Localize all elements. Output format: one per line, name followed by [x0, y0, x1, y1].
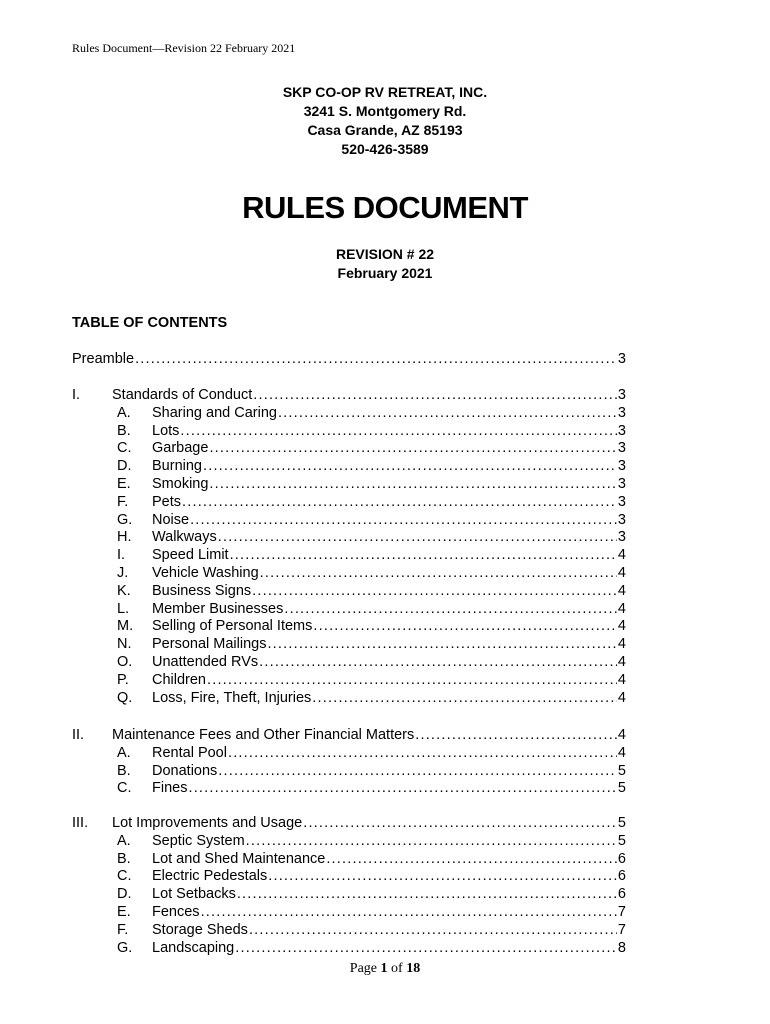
toc-dot-leader	[259, 654, 617, 670]
toc-item-letter: B.	[117, 850, 131, 867]
toc-entry-label: Lot and Shed Maintenance	[152, 850, 326, 867]
toc-entry-label: Lot Improvements and Usage	[112, 815, 303, 831]
toc-page-number: 4	[617, 600, 626, 617]
toc-page-number: 6	[617, 868, 626, 885]
revision-number: REVISION # 22	[335, 246, 435, 262]
toc-page-number: 4	[617, 636, 626, 653]
toc-dot-leader	[188, 780, 616, 796]
toc-item-letter: I.	[117, 547, 126, 564]
toc-dot-leader	[312, 690, 617, 706]
toc-page-number: 4	[617, 582, 626, 599]
toc-dot-leader	[230, 547, 617, 563]
toc-item-letter: C.	[117, 440, 132, 457]
toc-dot-leader	[203, 458, 617, 474]
toc-item-letter: E.	[117, 476, 131, 492]
org-name: SKP CO-OP RV RETREAT, INC.	[282, 84, 488, 100]
toc-page-number: 4	[617, 565, 626, 581]
toc-item-letter: K.	[117, 582, 131, 599]
toc-entry-label: Preamble	[72, 351, 135, 367]
toc-entry-label: Standards of Conduct	[112, 387, 253, 403]
document-title: RULES DOCUMENT	[242, 190, 528, 225]
toc-item[interactable]	[72, 763, 626, 781]
toc-page-number: 5	[617, 780, 626, 797]
toc-page-number: 3	[617, 387, 626, 403]
toc-dot-leader	[278, 405, 617, 421]
toc-page-number: 3	[617, 458, 626, 475]
toc-item-letter: B.	[117, 422, 131, 439]
toc-entry-label: Lots	[152, 422, 180, 439]
toc-page-number: 3	[617, 440, 626, 457]
toc-section-number: II.	[72, 727, 85, 743]
toc-item[interactable]	[72, 690, 626, 708]
toc-item-letter: D.	[117, 886, 132, 903]
org-city: Casa Grande, AZ 85193	[307, 122, 463, 138]
toc-item[interactable]	[72, 458, 626, 476]
org-address: 3241 S. Montgomery Rd.	[303, 103, 467, 119]
toc-dot-leader	[207, 672, 617, 688]
page-footer	[0, 961, 770, 977]
toc-item-letter: A.	[117, 744, 131, 761]
toc-entry-label: Donations	[152, 762, 218, 779]
toc-dot-leader	[268, 868, 617, 884]
toc-dot-leader	[201, 904, 617, 920]
toc-section[interactable]	[72, 815, 626, 833]
toc-item-letter: A.	[117, 832, 131, 849]
toc-dot-leader	[209, 476, 617, 492]
toc-dot-leader	[303, 815, 617, 831]
toc-item[interactable]	[72, 618, 626, 636]
toc-item-letter: H.	[117, 529, 132, 546]
toc-entry-label: Fines	[152, 780, 188, 797]
toc-section-number: III.	[72, 815, 89, 831]
footer-page-label: Page	[349, 961, 381, 976]
toc-entry-label: Personal Mailings	[152, 636, 267, 653]
toc-page-number: 3	[617, 493, 626, 510]
toc-page-number: 4	[617, 654, 626, 670]
toc-dot-leader	[228, 745, 617, 761]
footer-total-pages: 18	[406, 961, 421, 976]
toc-item[interactable]	[72, 672, 626, 690]
toc-dot-leader	[182, 494, 617, 510]
toc-page-number: 6	[617, 886, 626, 903]
table-of-contents	[72, 0, 626, 1024]
toc-item[interactable]	[72, 529, 626, 547]
toc-dot-leader	[313, 618, 617, 634]
toc-dot-leader	[252, 583, 617, 599]
toc-item[interactable]	[72, 886, 626, 904]
toc-entry-label: Speed Limit	[152, 547, 229, 564]
toc-page-number: 3	[617, 422, 626, 439]
toc-item[interactable]	[72, 583, 626, 601]
toc-item[interactable]	[72, 654, 626, 672]
toc-item-letter: G.	[117, 939, 133, 956]
toc-entry-label: Loss, Fire, Theft, Injuries	[152, 689, 312, 706]
toc-page-number: 5	[617, 815, 626, 831]
toc-page-number: 7	[617, 904, 626, 920]
toc-entry-label: Burning	[152, 458, 202, 475]
toc-item-letter: M.	[117, 618, 134, 635]
toc-item-letter: O.	[117, 654, 133, 670]
toc-dot-leader	[237, 886, 617, 902]
toc-item-letter: G.	[117, 511, 133, 528]
toc-item-letter: C.	[117, 868, 132, 885]
toc-page-number: 6	[617, 850, 626, 867]
toc-dot-leader	[267, 636, 616, 652]
toc-entry-label: Septic System	[152, 832, 245, 849]
toc-item-letter: P.	[117, 671, 129, 688]
toc-item[interactable]	[72, 423, 626, 441]
toc-entry-label: Sharing and Caring	[152, 404, 277, 421]
toc-item-letter: A.	[117, 404, 131, 421]
toc-item[interactable]	[72, 851, 626, 869]
toc-page-number: 4	[617, 671, 626, 688]
toc-dot-leader	[190, 512, 617, 528]
toc-page-number: 3	[617, 351, 626, 367]
toc-item[interactable]	[72, 405, 626, 423]
toc-entry-label: Garbage	[152, 440, 209, 457]
toc-item[interactable]	[72, 512, 626, 530]
toc-item[interactable]	[72, 494, 626, 512]
toc-dot-leader	[246, 833, 617, 849]
toc-page-number: 4	[617, 744, 626, 761]
toc-dot-leader	[253, 387, 617, 403]
toc-page-number: 4	[617, 618, 626, 635]
toc-item[interactable]	[72, 868, 626, 886]
toc-entry-label: Electric Pedestals	[152, 868, 268, 885]
toc-dot-leader	[260, 565, 617, 581]
toc-entry-label: Selling of Personal Items	[152, 618, 313, 635]
toc-item-letter: Q.	[117, 689, 133, 706]
toc-dot-leader	[326, 851, 617, 867]
toc-item-letter: C.	[117, 780, 132, 797]
toc-section[interactable]	[72, 387, 626, 405]
toc-dot-leader	[209, 440, 616, 456]
toc-page-number: 3	[617, 511, 626, 528]
toc-item-letter: F.	[117, 921, 129, 938]
toc-item[interactable]	[72, 780, 626, 798]
toc-entry-label: Vehicle Washing	[152, 565, 259, 581]
toc-dot-leader	[284, 601, 617, 617]
toc-page-number: 4	[617, 727, 626, 743]
toc-entry-label: Fences	[152, 904, 200, 920]
toc-page-number: 5	[617, 832, 626, 849]
toc-dot-leader	[415, 727, 617, 743]
toc-entry-label: Storage Sheds	[152, 921, 248, 938]
toc-page-number: 4	[617, 689, 626, 706]
toc-entry-label: Rental Pool	[152, 744, 227, 761]
toc-section-number: I.	[72, 387, 81, 403]
toc-entry-label: Pets	[152, 493, 182, 510]
toc-page-number: 7	[617, 921, 626, 938]
toc-item[interactable]	[72, 833, 626, 851]
toc-entry-label: Unattended RVs	[152, 654, 259, 670]
toc-page-number: 5	[617, 762, 626, 779]
toc-entry-label: Smoking	[152, 476, 209, 492]
toc-page-number: 8	[617, 939, 626, 956]
toc-item[interactable]	[72, 547, 626, 565]
toc-entry-label: Walkways	[152, 529, 217, 546]
toc-item[interactable]	[72, 476, 626, 494]
toc-entry-label: Landscaping	[152, 939, 235, 956]
toc-item-letter: F.	[117, 493, 129, 510]
toc-dot-leader	[180, 423, 617, 439]
toc-item[interactable]	[72, 904, 626, 922]
revision-date: February 2021	[337, 265, 433, 281]
toc-entry-label: Lot Setbacks	[152, 886, 236, 903]
toc-item-letter: B.	[117, 762, 131, 779]
toc-item[interactable]	[72, 601, 626, 619]
toc-title: TABLE OF CONTENTS	[72, 315, 228, 331]
toc-dot-leader	[218, 763, 617, 779]
toc-item[interactable]	[72, 440, 626, 458]
toc-dot-leader	[135, 351, 617, 367]
toc-dot-leader	[235, 940, 617, 956]
toc-page-number: 4	[617, 547, 626, 564]
footer-of-label: of	[387, 961, 407, 976]
toc-item[interactable]	[72, 745, 626, 763]
toc-entry-label: Children	[152, 671, 206, 688]
toc-dot-leader	[249, 922, 617, 938]
toc-entry-label: Maintenance Fees and Other Financial Matters	[112, 727, 415, 743]
org-phone: 520-426-3589	[341, 141, 429, 157]
running-header: Rules Document—Revision 22 February 2021	[72, 41, 296, 55]
footer-current-page: 1	[380, 961, 388, 976]
toc-page-number: 3	[617, 476, 626, 492]
toc-item[interactable]	[72, 636, 626, 654]
toc-dot-leader	[218, 529, 617, 545]
toc-entry-preamble[interactable]	[72, 351, 626, 369]
toc-item-letter: N.	[117, 636, 132, 653]
toc-entry-label: Member Businesses	[152, 600, 284, 617]
toc-entry-label: Noise	[152, 511, 190, 528]
toc-item[interactable]	[72, 922, 626, 940]
toc-item[interactable]	[72, 565, 626, 583]
toc-page-number: 3	[617, 404, 626, 421]
toc-item-letter: L.	[117, 600, 130, 617]
toc-section[interactable]	[72, 727, 626, 745]
toc-entry-label: Business Signs	[152, 582, 252, 599]
toc-item-letter: D.	[117, 458, 132, 475]
toc-item-letter: J.	[117, 565, 129, 581]
toc-item[interactable]	[72, 940, 626, 958]
toc-item-letter: E.	[117, 904, 131, 920]
toc-page-number: 3	[617, 529, 626, 546]
